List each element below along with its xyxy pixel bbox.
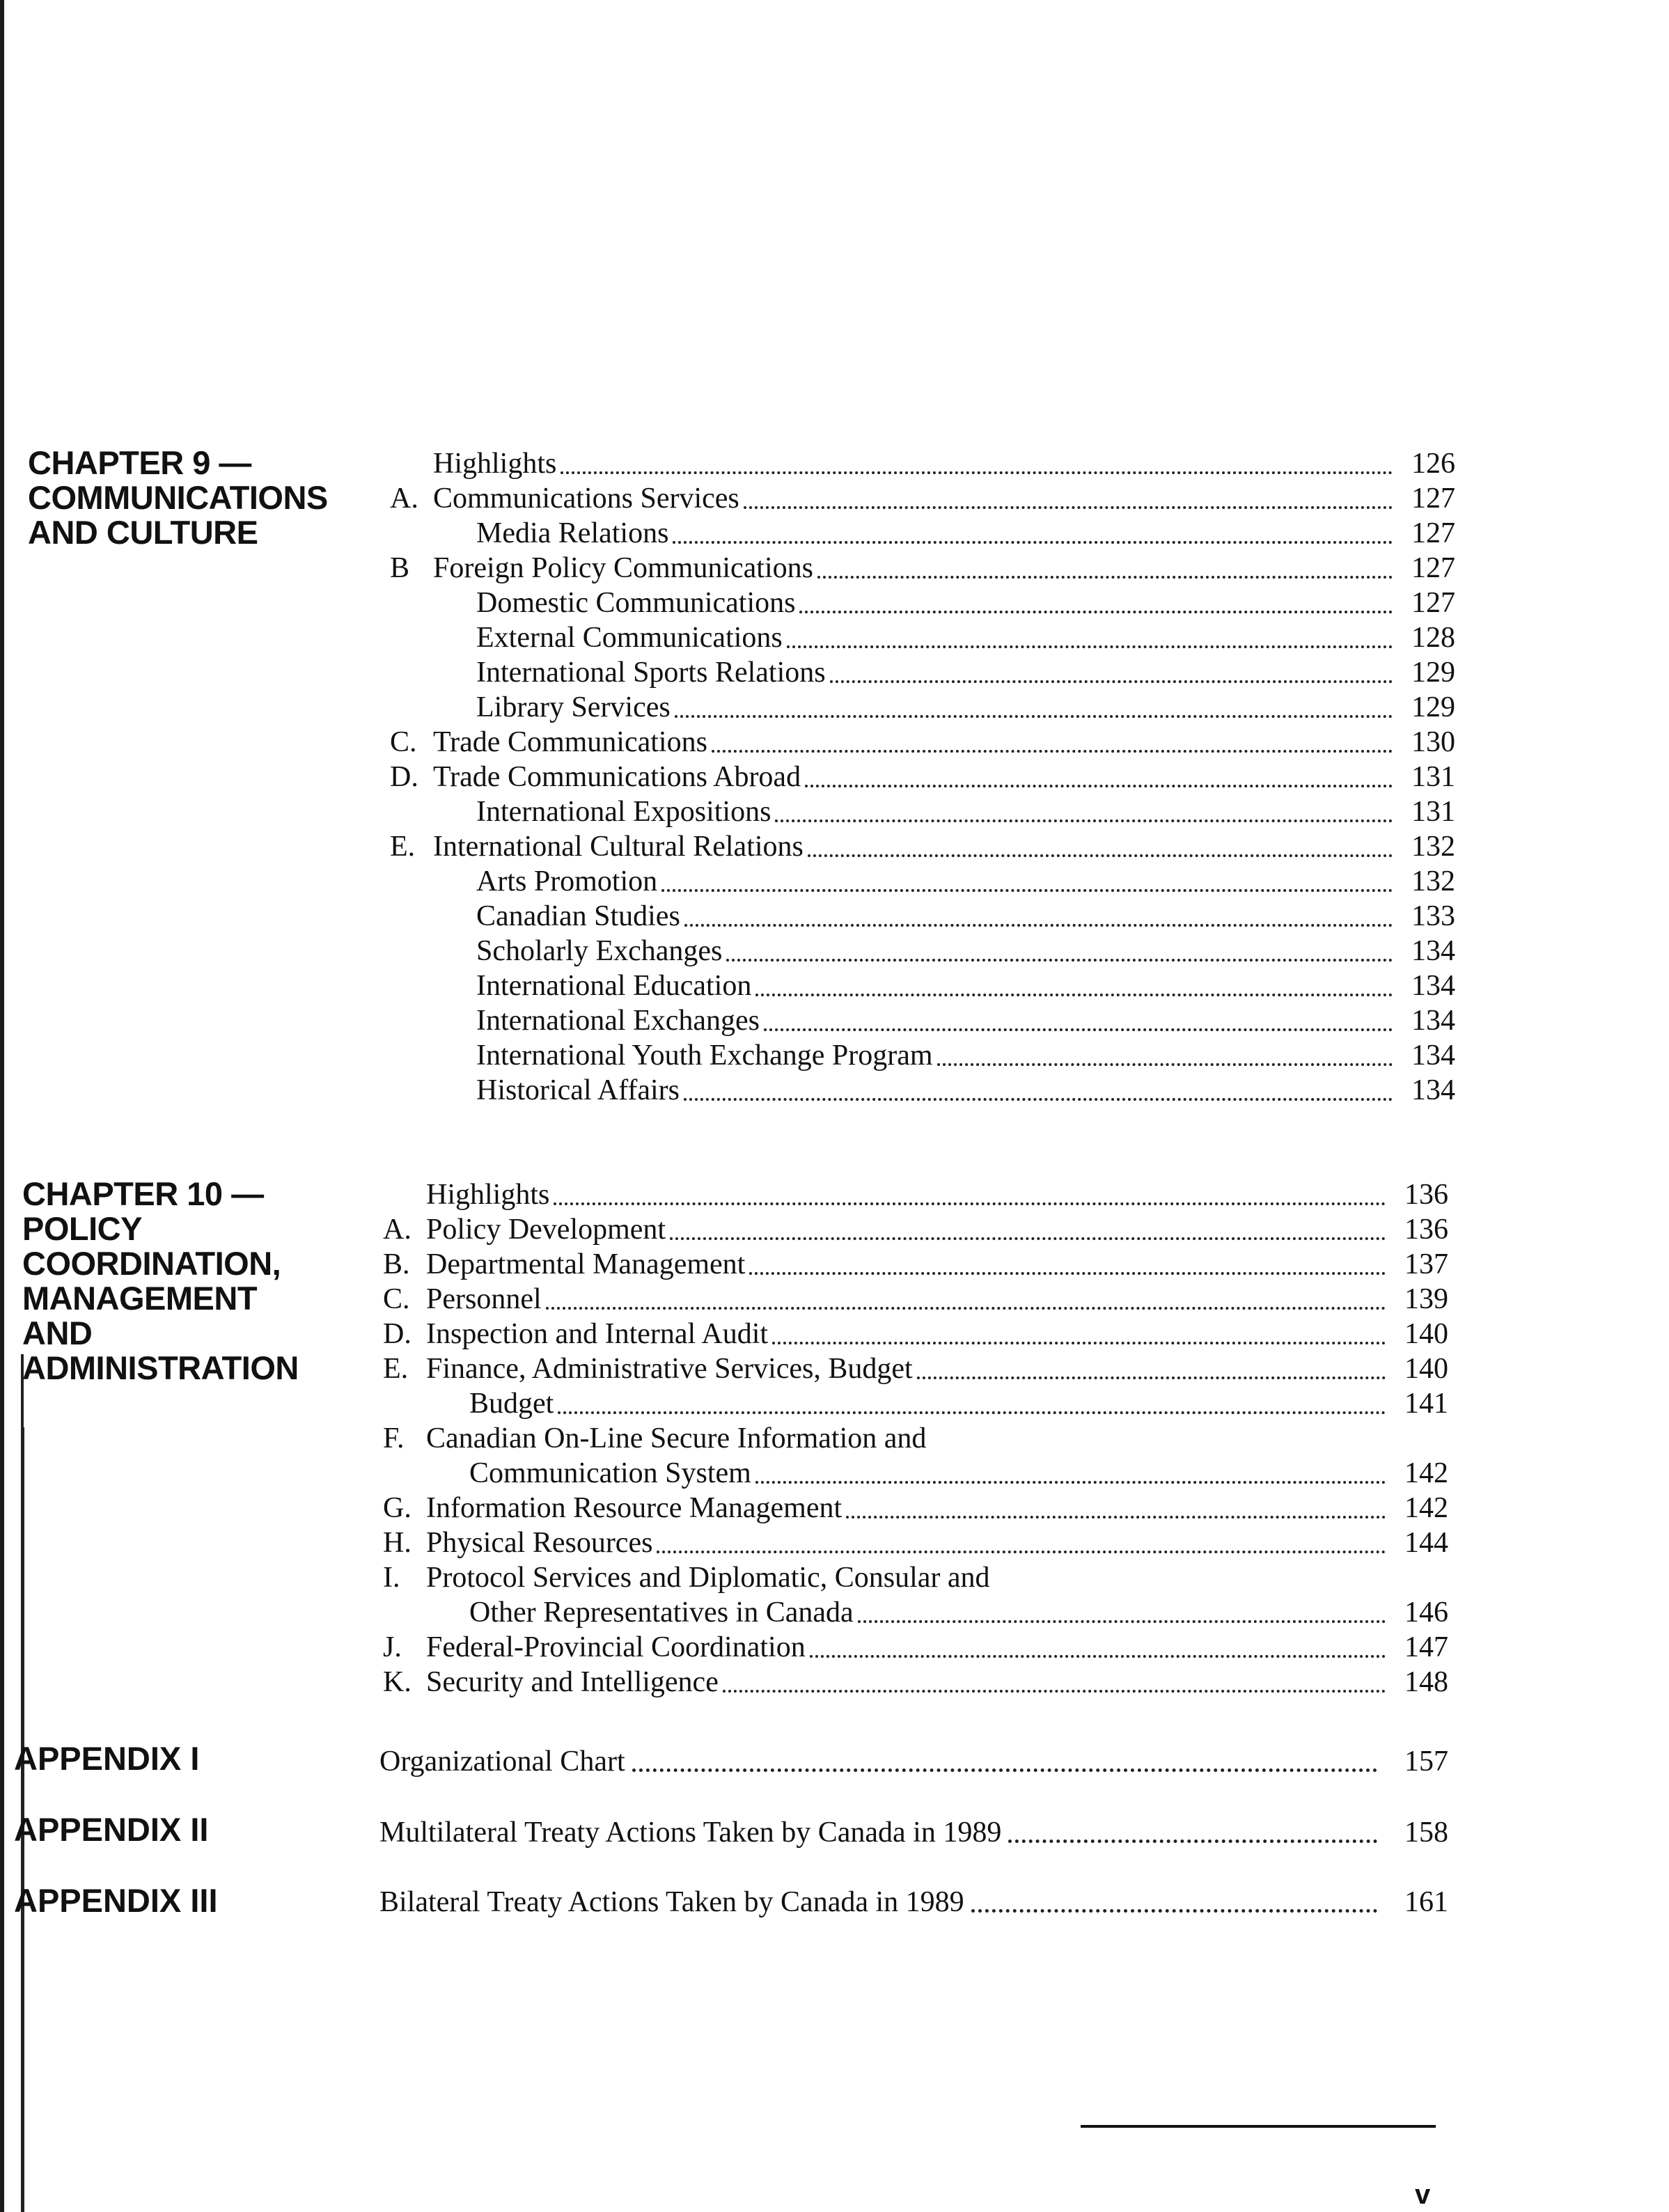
appendix-ii-entry [379,1816,1448,1849]
entry-title: Physical Resources [426,1527,653,1559]
footer-rule [1081,2125,1436,2128]
dot-leader [817,576,1393,579]
dot-leader [937,1063,1393,1066]
entry-page-number: 140 [1404,1353,1448,1385]
entry-title: International Sports Relations [476,657,826,689]
toc-entry [383,1351,1448,1386]
heading-line: COORDINATION, [22,1245,281,1282]
chapter-9-heading [28,446,328,550]
entry-page-number: 134 [1411,970,1455,1002]
dot-leader [808,854,1393,857]
entry-page-number: 140 [1404,1318,1448,1350]
entry-title: Canadian Studies [476,900,680,932]
dot-leader [917,1376,1386,1379]
toc-entry [383,1490,1448,1525]
toc-entry [390,724,1455,759]
entry-title: International Expositions [476,796,771,828]
entry-page-number: 131 [1411,796,1455,828]
entry-page-number: 130 [1411,726,1455,758]
entry-title: Arts Promotion [476,865,658,897]
toc-entry [383,1455,1448,1490]
entry-page-number: 146 [1404,1597,1448,1629]
entry-page-number: 141 [1404,1388,1448,1420]
entry-letter: I. [383,1562,400,1594]
dot-leader [810,1655,1386,1658]
heading-line: CHAPTER 10 — [22,1175,264,1212]
appendix-ii-title: Multilateral Treaty Actions Taken by Canada in 1989 [379,1817,1002,1849]
toc-entry [390,1037,1455,1072]
entry-page-number: 132 [1411,831,1455,863]
entry-title: Historical Affairs [476,1074,680,1106]
dot-leader [846,1516,1386,1519]
entry-page-number: 144 [1404,1527,1448,1559]
dot-leader [675,715,1393,718]
appendix-i-label: APPENDIX I [14,1740,200,1777]
dot-leader [726,959,1393,962]
entry-letter: J. [383,1631,402,1663]
appendix-i-entry [379,1745,1448,1778]
entry-title: Federal-Provincial Coordination [426,1631,806,1663]
chapter-10-contents [383,1177,1448,1699]
dot-leader [561,471,1393,474]
toc-entry [383,1594,1448,1629]
entry-title: Trade Communications [433,726,707,758]
entry-letter: C. [390,726,417,758]
entry-title: Highlights [426,1179,550,1211]
entry-letter: C. [383,1283,410,1315]
toc-entry [390,794,1455,829]
entry-page-number: 126 [1411,448,1455,480]
entry-title: International Exchanges [476,1005,760,1037]
entry-page-number: 132 [1411,865,1455,897]
toc-entry [390,515,1455,550]
chapter-10-heading [22,1177,299,1386]
heading-line: COMMUNICATIONS [28,479,328,516]
toc-entry [383,1560,1448,1594]
dot-leader [673,541,1393,544]
entry-title: Communication System [469,1457,751,1489]
entry-title: Scholarly Exchanges [476,935,723,967]
entry-letter: K. [383,1666,412,1698]
appendix-i-page: 157 [1404,1746,1448,1778]
entry-title: Highlights [433,448,557,480]
entry-letter: F. [383,1422,405,1454]
toc-entry [383,1525,1448,1560]
heading-line: POLICY [22,1210,142,1247]
appendix-iii-entry [379,1885,1448,1919]
toc-entry [383,1281,1448,1316]
dot-leader [558,1411,1386,1414]
entry-title: Domestic Communications [476,587,796,619]
dot-leader [712,750,1393,753]
entry-page-number: 129 [1411,691,1455,723]
entry-page-number: 134 [1411,1074,1455,1106]
dot-leader [775,819,1393,822]
dot-leader [744,506,1393,509]
entry-letter: B [390,552,410,584]
entry-title: Protocol Services and Diplomatic, Consular and [426,1562,990,1594]
appendix-iii-label: APPENDIX III [14,1882,218,1919]
entry-page-number: 133 [1411,900,1455,932]
page-number: v [1415,2179,1431,2210]
dot-leader [764,1028,1393,1031]
toc-entry [390,654,1455,689]
entry-page-number: 137 [1404,1248,1448,1280]
entry-page-number: 131 [1411,761,1455,793]
entry-letter: A. [390,483,418,515]
entry-letter: E. [383,1353,409,1385]
appendix-ii-label: APPENDIX II [14,1811,209,1848]
dot-leader [830,680,1393,683]
entry-title: Trade Communications Abroad [433,761,801,793]
entry-page-number: 142 [1404,1457,1448,1489]
dot-leader [670,1237,1386,1240]
dot-leader [632,1768,1377,1772]
toc-entry [390,689,1455,724]
toc-entry [383,1211,1448,1246]
entry-title: Inspection and Internal Audit [426,1318,769,1350]
appendix-ii-page: 158 [1404,1817,1448,1849]
toc-entry [383,1629,1448,1664]
toc-entry [390,933,1455,968]
entry-letter: B. [383,1248,410,1280]
dot-leader [755,1481,1386,1484]
entry-title: Foreign Policy Communications [433,552,813,584]
entry-title: Communications Services [433,483,739,515]
entry-page-number: 136 [1404,1179,1448,1211]
toc-entry [383,1420,1448,1455]
entry-title: International Education [476,970,752,1002]
toc-entry [390,968,1455,1003]
toc-entry [390,620,1455,654]
heading-line: MANAGEMENT [22,1280,258,1317]
chapter-9-contents [390,446,1455,1107]
dot-leader [858,1620,1386,1623]
toc-entry [383,1316,1448,1351]
entry-title: Canadian On-Line Secure Information and [426,1422,927,1454]
heading-line: CHAPTER 9 — [28,444,251,481]
heading-line: AND CULTURE [28,514,258,551]
dot-leader [546,1307,1386,1310]
entry-title: Other Representatives in Canada [469,1597,854,1629]
entry-page-number: 127 [1411,587,1455,619]
appendix-iii-page: 161 [1404,1886,1448,1918]
entry-page-number: 129 [1411,657,1455,689]
entry-page-number: 127 [1411,552,1455,584]
toc-entry [383,1664,1448,1699]
entry-page-number: 134 [1411,1040,1455,1072]
dot-leader [684,1098,1393,1101]
entry-page-number: 127 [1411,483,1455,515]
entry-title: Library Services [476,691,671,723]
entry-title: Information Resource Management [426,1492,843,1524]
entry-letter: D. [390,761,418,793]
toc-entry [390,480,1455,515]
dot-leader [755,994,1393,996]
dot-leader [787,645,1393,648]
toc-entry [390,759,1455,794]
entry-title: International Cultural Relations [433,831,804,863]
entry-letter: G. [383,1492,412,1524]
dot-leader [657,1551,1386,1553]
toc-entry [390,1072,1455,1107]
entry-page-number: 128 [1411,622,1455,654]
entry-title: External Communications [476,622,783,654]
entry-page-number: 134 [1411,1005,1455,1037]
appendix-iii-title: Bilateral Treaty Actions Taken by Canada in 1989 [379,1886,964,1918]
toc-entry [383,1246,1448,1281]
entry-title: International Youth Exchange Program [476,1040,933,1072]
dot-leader [971,1909,1377,1913]
entry-page-number: 142 [1404,1492,1448,1524]
binding-edge [0,0,4,2212]
entry-title: Finance, Administrative Services, Budget [426,1353,913,1385]
toc-entry [383,1386,1448,1420]
entry-page-number: 148 [1404,1666,1448,1698]
entry-title: Policy Development [426,1214,666,1246]
heading-line: ADMINISTRATION [22,1349,299,1386]
dot-leader [554,1202,1386,1205]
entry-page-number: 139 [1404,1283,1448,1315]
toc-entry [390,446,1455,480]
toc-entry [390,550,1455,585]
toc-entry [390,898,1455,933]
entry-letter: A. [383,1214,412,1246]
dot-leader [661,889,1393,892]
entry-title: Departmental Management [426,1248,746,1280]
toc-entry [383,1177,1448,1211]
dot-leader [799,611,1393,613]
appendix-i-title: Organizational Chart [379,1746,625,1778]
entry-title: Personnel [426,1283,542,1315]
entry-letter: E. [390,831,416,863]
dot-leader [684,924,1393,927]
toc-entry [390,585,1455,620]
toc-entry [390,1003,1455,1037]
toc-entry [390,829,1455,863]
dot-leader [723,1690,1386,1693]
dot-leader [805,785,1393,787]
entry-letter: H. [383,1527,412,1559]
entry-letter: D. [383,1318,412,1350]
entry-page-number: 127 [1411,517,1455,549]
entry-page-number: 136 [1404,1214,1448,1246]
dot-leader [772,1342,1386,1344]
toc-entry [390,863,1455,898]
entry-page-number: 147 [1404,1631,1448,1663]
heading-line: AND [22,1315,93,1351]
entry-title: Media Relations [476,517,669,549]
dot-leader [1008,1840,1377,1843]
entry-title: Budget [469,1388,554,1420]
entry-page-number: 134 [1411,935,1455,967]
entry-title: Security and Intelligence [426,1666,719,1698]
dot-leader [749,1272,1386,1275]
